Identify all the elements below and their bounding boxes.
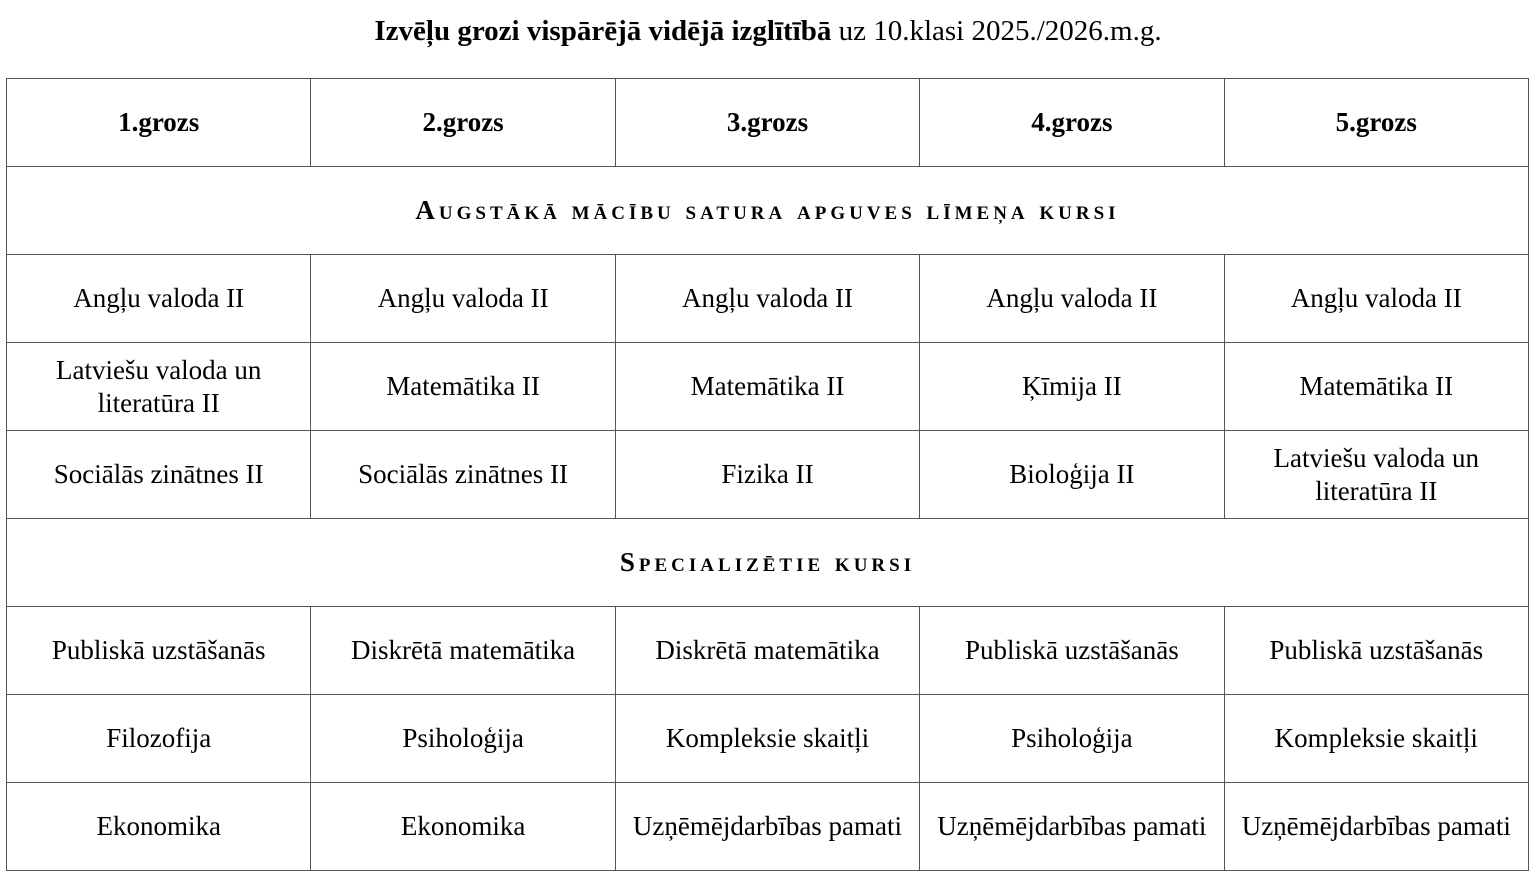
section-title: Augstākā mācību satura apguves līmeņa kursi [7, 167, 1529, 255]
table-row [7, 255, 1529, 343]
table-cell: Fizika II [615, 431, 919, 519]
section-title: Specializētie kursi [7, 519, 1529, 607]
table-cell: Ekonomika [7, 783, 311, 871]
table-cell: Latviešu valoda un literatūra II [7, 343, 311, 431]
table-cell: Angļu valoda II [7, 255, 311, 343]
table-cell: Filozofija [7, 695, 311, 783]
table-cell: Latviešu valoda un literatūra II [1224, 431, 1528, 519]
table-cell: Uzņēmējdarbības pamati [1224, 783, 1528, 871]
page-title-rest: uz 10.klasi 2025./2026.m.g. [831, 15, 1162, 47]
table-cell: Bioloģija II [920, 431, 1224, 519]
table-header-row [7, 79, 1529, 167]
section-row-higher-level [7, 167, 1529, 255]
table-cell: Publiskā uzstāšanās [920, 607, 1224, 695]
table-row [7, 431, 1529, 519]
table-cell: Publiskā uzstāšanās [1224, 607, 1528, 695]
table-cell: Ķīmija II [920, 343, 1224, 431]
column-header: 3.grozs [615, 79, 919, 167]
table-cell: Ekonomika [311, 783, 615, 871]
table-cell: Psiholoģija [920, 695, 1224, 783]
page-title-bold: Izvēļu grozi vispārējā vidējā izglītībā [374, 15, 832, 47]
table-cell: Uzņēmējdarbības pamati [920, 783, 1224, 871]
column-header: 5.grozs [1224, 79, 1528, 167]
table-cell: Angļu valoda II [920, 255, 1224, 343]
table-cell: Publiskā uzstāšanās [7, 607, 311, 695]
column-header: 2.grozs [311, 79, 615, 167]
table-cell: Matemātika II [311, 343, 615, 431]
table-cell: Angļu valoda II [615, 255, 919, 343]
table-cell: Matemātika II [1224, 343, 1528, 431]
table-cell: Diskrētā matemātika [615, 607, 919, 695]
table-cell: Sociālās zinātnes II [311, 431, 615, 519]
table-cell: Sociālās zinātnes II [7, 431, 311, 519]
table-cell: Uzņēmējdarbības pamati [615, 783, 919, 871]
column-header: 4.grozs [920, 79, 1224, 167]
table-cell: Psiholoģija [311, 695, 615, 783]
table-cell: Kompleksie skaitļi [615, 695, 919, 783]
table-cell: Angļu valoda II [1224, 255, 1528, 343]
section-row-specialized [7, 519, 1529, 607]
column-header: 1.grozs [7, 79, 311, 167]
baskets-table [6, 78, 1529, 871]
table-cell: Angļu valoda II [311, 255, 615, 343]
table-row [7, 783, 1529, 871]
table-cell: Kompleksie skaitļi [1224, 695, 1528, 783]
table-row [7, 695, 1529, 783]
table-cell: Matemātika II [615, 343, 919, 431]
table-cell: Diskrētā matemātika [311, 607, 615, 695]
table-row [7, 607, 1529, 695]
table-row [7, 343, 1529, 431]
page-title [0, 12, 1536, 50]
